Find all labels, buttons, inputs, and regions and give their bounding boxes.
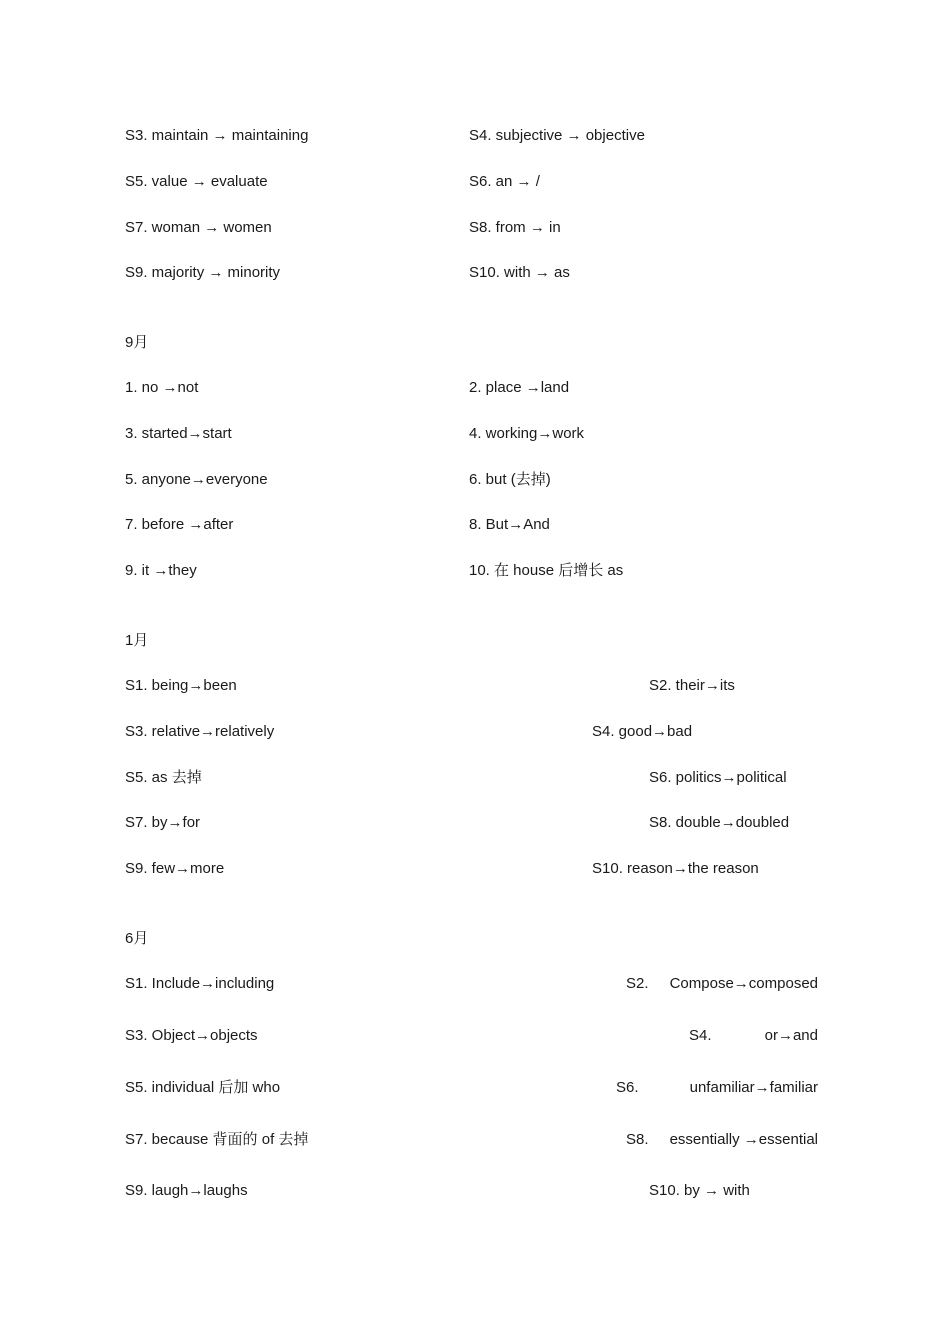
correction-item: 7. before →after: [125, 516, 234, 533]
correction-item: Compose→composed: [669, 975, 818, 992]
correction-item: S7. woman → women: [125, 219, 272, 236]
correction-item: S9. laugh→laughs: [125, 1182, 248, 1199]
correction-item: S5. value → evaluate: [125, 173, 268, 190]
correction-item-number: S8.: [626, 1131, 649, 1148]
correction-item: S6. an → /: [469, 173, 540, 190]
correction-item: 1. no →not: [125, 379, 199, 396]
correction-item: S10. reason→the reason: [592, 860, 759, 877]
correction-item: S9. few→more: [125, 860, 225, 877]
correction-item: S7. by→for: [125, 814, 201, 831]
correction-item: S10. by → with: [649, 1182, 750, 1199]
correction-item-number: S6.: [616, 1079, 639, 1096]
correction-item: S3. relative→relatively: [125, 723, 275, 740]
correction-item: unfamiliar→familiar: [689, 1079, 818, 1096]
correction-item: S1. Include→including: [125, 975, 275, 992]
correction-item: 4. working→work: [469, 425, 585, 442]
correction-item: essentially →essential: [669, 1131, 818, 1148]
correction-item: S4. good→bad: [592, 723, 693, 740]
correction-item: S5. as 去掉: [125, 769, 202, 786]
correction-item: S3. maintain → maintaining: [125, 127, 309, 144]
correction-item: S6. politics→political: [649, 769, 787, 786]
section-heading: 1月: [125, 632, 149, 649]
correction-item: 8. But→And: [469, 516, 550, 533]
section-heading: 6月: [125, 930, 149, 947]
correction-item: 5. anyone→everyone: [125, 471, 268, 488]
correction-item: 6. but (去掉): [469, 471, 551, 488]
correction-item-number: S4.: [689, 1027, 712, 1044]
correction-item: 3. started→start: [125, 425, 232, 442]
correction-item: S9. majority → minority: [125, 264, 281, 281]
correction-item: S3. Object→objects: [125, 1027, 258, 1044]
correction-item: S4. subjective → objective: [469, 127, 645, 144]
correction-item: S7. because 背面的 of 去掉: [125, 1131, 309, 1148]
correction-item: 10. 在 house 后增长 as: [469, 562, 624, 579]
correction-item: or→and: [764, 1027, 818, 1044]
correction-item: S8. double→doubled: [649, 814, 790, 831]
correction-item-number: S2.: [626, 975, 649, 992]
correction-item: S5. individual 后加 who: [125, 1079, 281, 1096]
correction-item: 2. place →land: [469, 379, 570, 396]
correction-item: 9. it →they: [125, 562, 197, 579]
correction-item: S10. with → as: [469, 264, 570, 281]
correction-item: S8. from → in: [469, 219, 561, 236]
section-heading: 9月: [125, 334, 149, 351]
correction-item: S2. their→its: [649, 677, 735, 694]
correction-item: S1. being→been: [125, 677, 237, 694]
